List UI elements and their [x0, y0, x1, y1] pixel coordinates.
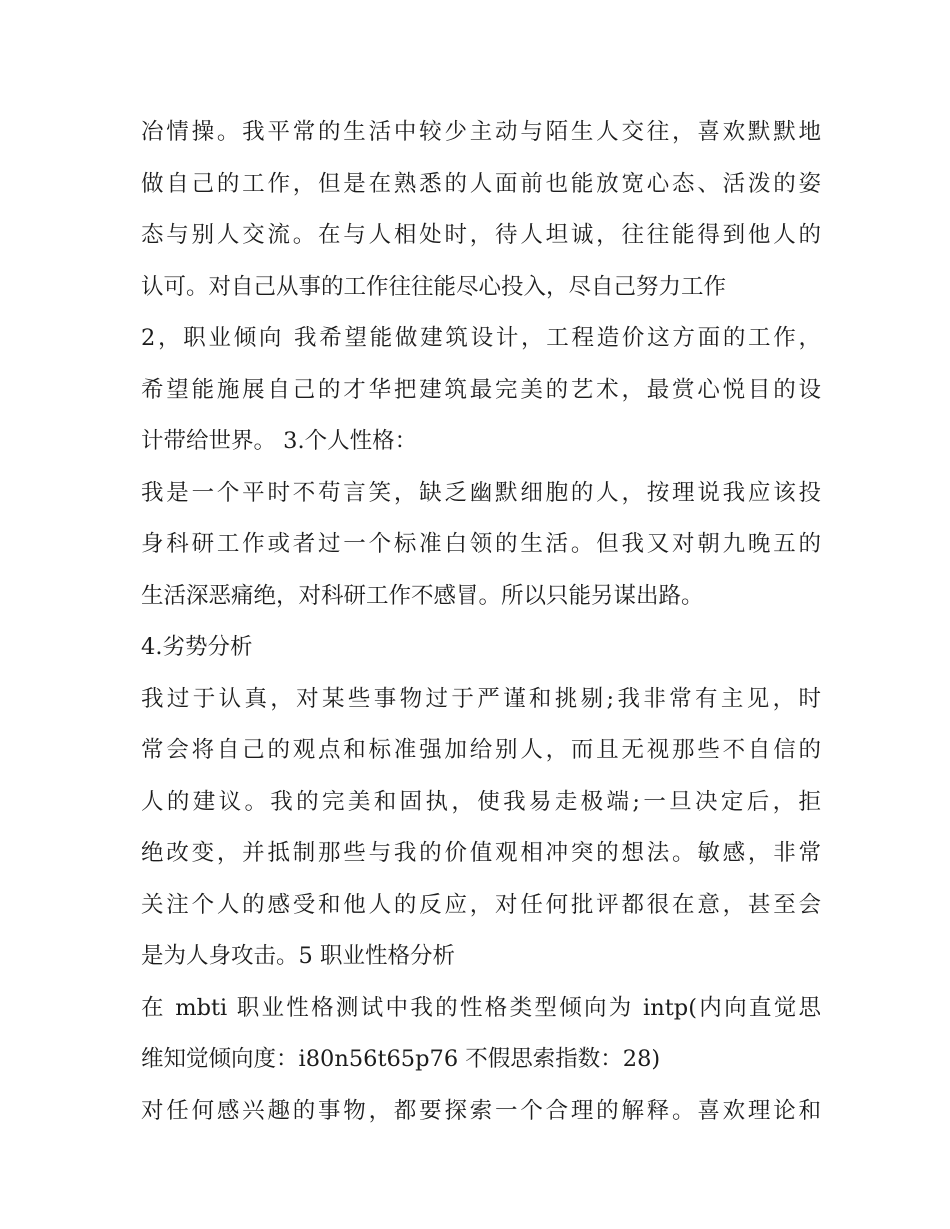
text-line: 我是一个平时不苟言笑，缺乏幽默细胞的人，按理说我应该投: [141, 479, 821, 506]
text-line: 在 mbti 职业性格测试中我的性格类型倾向为 intp(内向直觉思: [141, 994, 821, 1021]
document-body: [141, 107, 821, 1137]
text-line: 生活深恶痛绝，对科研工作不感冒。所以只能另谋出路。: [141, 582, 704, 609]
section-heading: 计带给世界。 3.个人性格：: [141, 428, 418, 454]
text-line: 态与别人交流。在与人相处时，待人坦诚，往往能得到他人的: [141, 222, 821, 248]
text-line: 我过于认真，对某些事物过于严谨和挑剔;我非常有主见，时: [141, 685, 821, 712]
text-line: 希望能施展自己的才华把建筑最完美的艺术，最赏心悦目的设: [141, 376, 821, 403]
text-line: 认可。对自己从事的工作往往能尽心投入，尽自己努力工作: [141, 273, 727, 300]
text-line: 做自己的工作，但是在熟悉的人面前也能放宽心态、活泼的姿: [141, 170, 821, 197]
text-line: 关注个人的感受和他人的反应，对任何批评都很在意，甚至会: [141, 891, 821, 918]
text-line: 人的建议。我的完美和固执，使我易走极端;一旦决定后，拒: [141, 788, 821, 815]
section-heading: 4.劣势分析: [141, 634, 253, 660]
text-line: 对任何感兴趣的事物，都要探索一个合理的解释。喜欢理论和: [141, 1097, 821, 1124]
section-heading: 是为人身攻击。5 职业性格分析: [141, 943, 455, 969]
text-line: 绝改变，并抵制那些与我的价值观相冲突的想法。敏感，非常: [141, 840, 821, 866]
text-line: 常会将自己的观点和标准强加给别人，而且无视那些不自信的: [141, 737, 821, 763]
text-line: 维知觉倾向度：i80n56t65p76 不假思索指数：28): [141, 1046, 661, 1072]
text-line: 身科研工作或者过一个标准白领的生活。但我又对朝九晚五的: [141, 531, 821, 557]
text-line: 2，职业倾向 我希望能做建筑设计，工程造价这方面的工作，: [141, 325, 821, 351]
text-line: 冶情操。我平常的生活中较少主动与陌生人交往，喜欢默默地: [141, 119, 821, 145]
